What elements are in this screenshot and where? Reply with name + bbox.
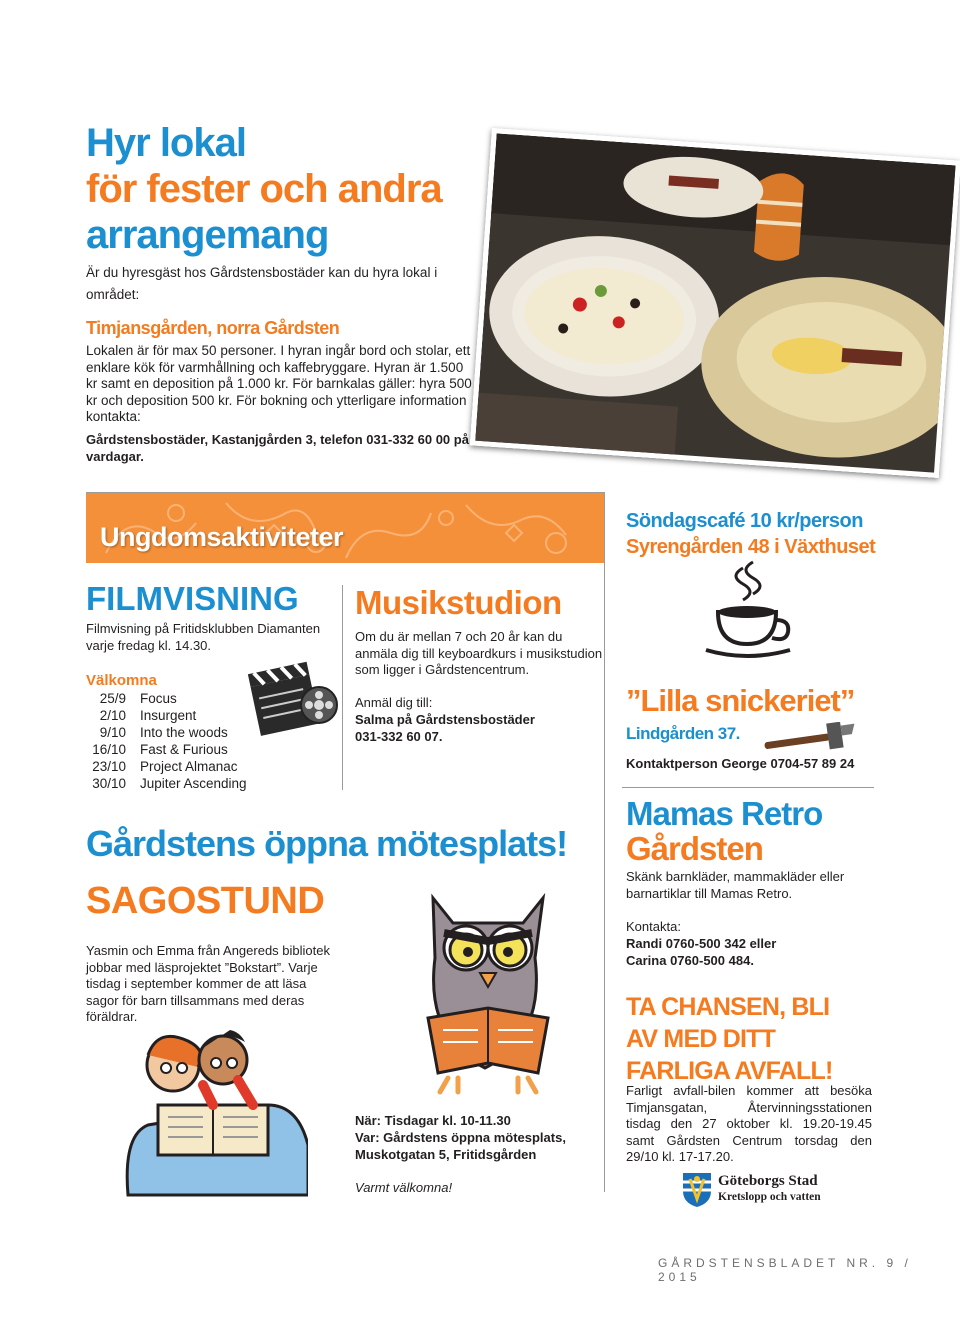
musik-signup-phone: 031-332 60 07.: [355, 729, 443, 744]
sagostund-when: När: Tisdagar kl. 10-11.30: [355, 1113, 511, 1128]
film-date: 2/10: [99, 708, 126, 723]
ungdom-banner: [86, 493, 604, 563]
retro-contact1: Randi 0760-500 342 eller: [626, 936, 777, 951]
hyr-paragraph: Lokalen är för max 50 personer. I hyran ingår bord och stolar, ett enklare kök för varmhållning och kaffebryggare. Hyran är 1.500 kr samt en deposition på 1.000 kr. För barnkalas gäller: hyra 500 kr och deposition 500 kr. För bokning och ytterligare information kontakta:: [86, 343, 472, 424]
musik-signup-place: Salma på Gårdstensbostäder: [355, 712, 535, 727]
clapperboard-icon: [245, 645, 340, 740]
right-divider-1: [622, 787, 874, 788]
hyr-title-line1: Hyr lokal: [86, 121, 246, 165]
retro-desc: Skänk barnkläder, mammakläder eller barnartiklar till Mamas Retro.: [626, 869, 845, 901]
musik-title: Musikstudion: [355, 584, 562, 621]
hyr-contact: Gårdstensbostäder, Kastanjgården 3, telefon 031-332 60 00 på vardagar.: [86, 432, 469, 464]
filmvisning-desc: Filmvisning på Fritidsklubben Diamanten varje fredag kl. 14.30.: [86, 621, 321, 653]
kids-reading-illustration: [118, 1025, 308, 1205]
film-title: Insurgent: [140, 708, 197, 723]
avfall-title-line2: AV MED DITT: [626, 1025, 776, 1053]
hyr-title-line2: för fester och andra: [86, 167, 442, 211]
film-date: 30/10: [92, 776, 126, 791]
food-photo: [470, 128, 960, 478]
coffee-cup-icon: [698, 560, 798, 660]
retro-contact-label: Kontakta:: [626, 919, 681, 934]
avfall-title-line1: TA CHANSEN, BLI: [626, 993, 830, 1021]
sagostund-title: SAGOSTUND: [86, 880, 325, 922]
hyr-intro: Är du hyresgäst hos Gårdstensbostäder kan du hyra lokal i området:: [86, 265, 438, 302]
retro-contact2: Carina 0760-500 484.: [626, 953, 754, 968]
sagostund-desc: Yasmin och Emma från Angereds bibliotek jobbar med läsprojektet ”Bokstart”. Varje tisdag i september kommer de att läsa sagor för barn tillsammans med deras föräldrar.: [86, 943, 330, 1024]
film-musik-divider: [342, 585, 343, 790]
filmvisning-welcome: Välkomna: [86, 672, 157, 689]
hyr-title-line3: arrangemang: [86, 213, 329, 257]
sagostund-welcome: Varmt välkomna!: [355, 1180, 453, 1195]
film-row: [74, 758, 314, 775]
goteborg-logo: [680, 1170, 840, 1210]
film-date: 23/10: [92, 759, 126, 774]
vertical-divider-right: [604, 492, 605, 1192]
logo-sub: Kretslopp och vatten: [718, 1191, 821, 1203]
film-title: Focus: [140, 691, 177, 706]
avfall-desc: Farligt avfall-bilen kommer att besöka Timjansgatan, Återvinningsstationen tisdag den 27 oktober kl. 19.20-19.45 samt Gårdsten Centrum torsdag den 29/10 kl. 17-17.20.: [626, 1083, 872, 1164]
filmvisning-title: FILMVISNING: [86, 580, 299, 617]
food-photo-image: [474, 133, 960, 478]
musik-desc: Om du är mellan 7 och 20 år kan du anmäla dig till keyboardkurs i musikstudion som ligger i Gårdstencentrum.: [355, 629, 603, 677]
sondag-line1: Söndagscafé 10 kr/person: [626, 510, 863, 532]
snickeri-title: ”Lilla snickeriet”: [626, 683, 855, 718]
retro-title-line1: Mamas Retro: [626, 795, 823, 832]
film-title: Into the woods: [140, 725, 228, 740]
snickeri-address: Lindgården 37.: [626, 724, 740, 743]
sagostund-where: Var: Gårdstens öppna mötesplats, Muskotgatan 5, Fritidsgården: [355, 1130, 566, 1162]
hammer-icon: [762, 722, 858, 754]
coat-of-arms-icon: [680, 1170, 714, 1208]
film-date: 25/9: [99, 691, 126, 706]
moteplats-title: Gårdstens öppna mötesplats!: [86, 823, 568, 864]
snickeri-contact: Kontaktperson George 0704-57 89 24: [626, 756, 855, 771]
hyr-subtitle: Timjansgården, norra Gårdsten: [86, 318, 340, 338]
footer-issue: GÅRDSTENSBLADET NR. 9 / 2015: [658, 1256, 912, 1284]
retro-title-line2: Gårdsten: [626, 830, 763, 867]
musik-signup-label: Anmäl dig till:: [355, 695, 433, 710]
film-title: Project Almanac: [140, 759, 238, 774]
logo-name: Göteborgs Stad: [718, 1173, 818, 1189]
film-row: [74, 741, 314, 758]
ungdom-banner-title: Ungdomsaktiviteter: [100, 522, 344, 552]
film-date: 16/10: [92, 742, 126, 757]
film-title: Jupiter Ascending: [140, 776, 247, 791]
sondag-line2: Syrengården 48 i Växthuset: [626, 536, 876, 558]
film-title: Fast & Furious: [140, 742, 228, 757]
film-date: 9/10: [99, 725, 126, 740]
avfall-title-line3: FARLIGA AVFALL!: [626, 1057, 833, 1085]
owl-reading-illustration: [408, 878, 568, 1098]
film-row: [74, 775, 314, 792]
